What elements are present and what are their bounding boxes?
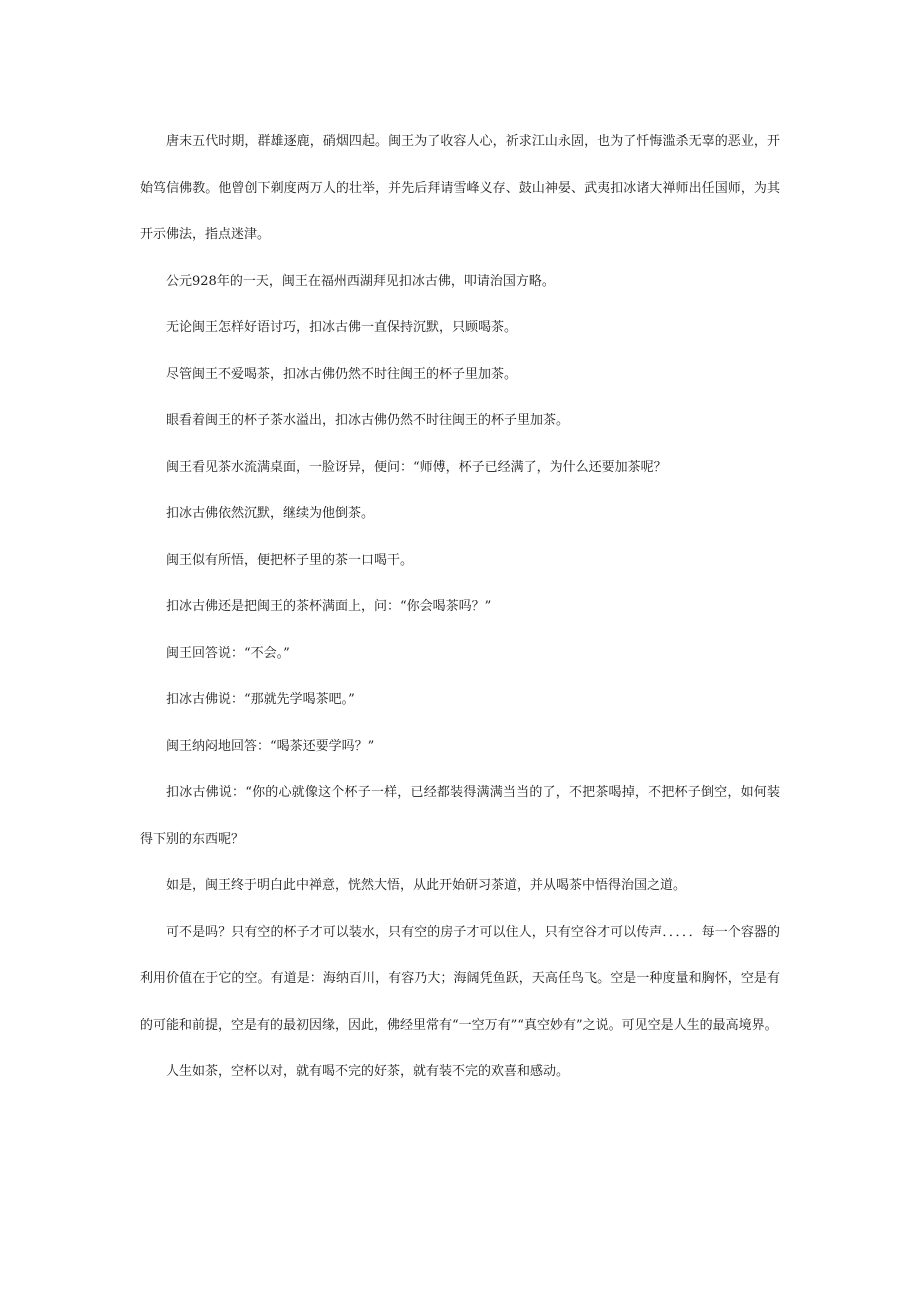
paragraph-14: 如是，闽王终于明白此中禅意，恍然大悟，从此开始研习茶道，并从喝茶中悟得治国之道。: [166, 878, 687, 893]
paragraph-15: 可不是吗？只有空的杯子才可以装水，只有空的房子才可以住人，只有空谷才可以传声．．．．．每一个容器的利用价值在于它的空。有道是：海纳百川，有容乃大；海阔凭鱼跃，天高任鸟飞。空是一种度量和胸怀，空是有的可能和前提，空是有的最初因缘，因此，佛经里常有“一空万有”“真空妙有”之说。可见空是人生的最高境界。: [140, 924, 780, 1033]
paragraph-16: 人生如茶，空杯以对，就有喝不完的好茶，就有装不完的欢喜和感动。: [166, 1064, 570, 1079]
paragraph-12: 闽王纳闷地回答：“喝茶还要学吗？”: [166, 738, 375, 754]
paragraph-8: 闽王似有所悟，便把杯子里的茶一口喝干。: [166, 552, 414, 568]
paragraph-9: 扣冰古佛还是把闽王的茶杯满面上，问：“你会喝茶吗？”: [166, 599, 492, 614]
paragraph-13: 扣冰古佛说：“你的心就像这个杯子一样，已经都装得满满当当的了，不把茶喝掉，不把杯子倒空，如何装得下别的东西呢？: [140, 785, 780, 847]
paragraph-3: 无论闽王怎样好语讨巧，扣冰古佛一直保持沉默，只顾喝茶。: [166, 320, 518, 335]
paragraph-5: 眼看着闽王的杯子茶水溢出，扣冰古佛仍然不时往闽王的杯子里加茶。: [166, 413, 570, 428]
document-body: [140, 119, 780, 1096]
paragraph-6: 闽王看见茶水流满桌面，一脸讶异，便问：“师傅，杯子已经满了，为什么还要加茶呢？: [166, 459, 667, 475]
paragraph-1: 唐末五代时期，群雄逐鹿，硝烟四起。闽王为了收容人心，祈求江山永固，也为了忏悔滥杀无辜的恶业，开始笃信佛教。他曾创下剃度两万人的壮举，并先后拜请雪峰义存、鼓山神晏、武夷扣冰诸大禅师出任国师，为其开示佛法，指点迷津。: [140, 134, 780, 242]
paragraph-4: 尽管闽王不爱喝茶，扣冰古佛仍然不时往闽王的杯子里加茶。: [166, 366, 518, 382]
paragraph-10: 闽王回答说：“不会。”: [166, 645, 290, 661]
paragraph-7: 扣冰古佛依然沉默，继续为他倒茶。: [166, 506, 375, 521]
paragraph-11: 扣冰古佛说：“那就先学喝茶吧。”: [166, 692, 355, 707]
paragraph-2: 公元928年的一天，闽王在福州西湖拜见扣冰古佛，叩请治国方略。: [166, 273, 555, 289]
